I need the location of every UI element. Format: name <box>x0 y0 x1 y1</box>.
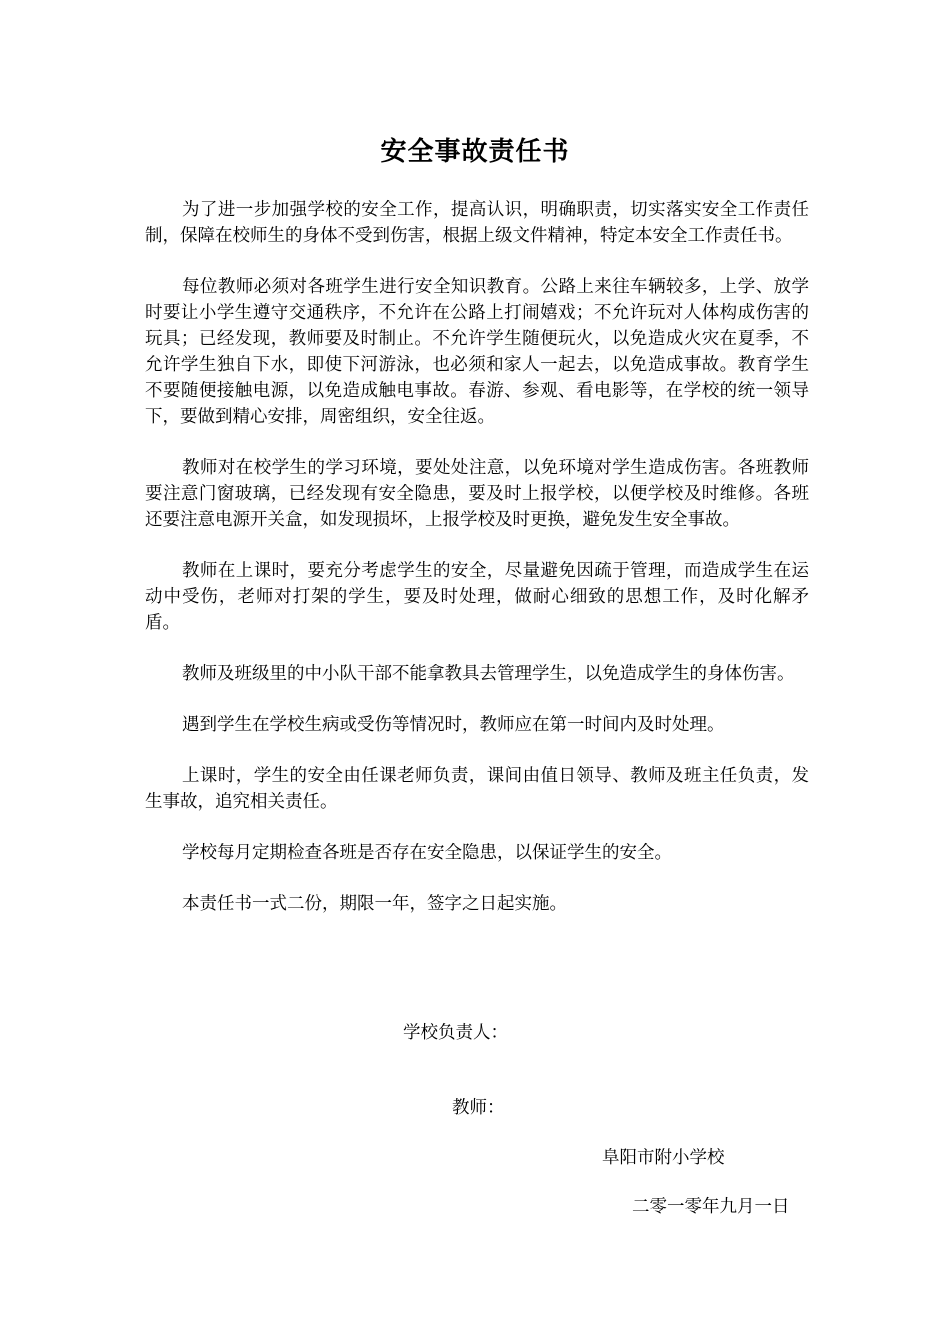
school-head-signature-label: 学校负责人： <box>403 1023 508 1043</box>
document-title: 安全事故责任书 <box>380 137 570 167</box>
paragraph-learning-environment: 教师对在校学生的学习环境，要处处注意，以免环境对学生造成伤害。各班教师要注意门窗玻璃，已经发现有安全隐患，要及时上报学校，以便学校及时维修。各班还要注意电源开关盒，如发现损坏，上报学校及时更换，避免发生安全事故。 <box>145 458 809 530</box>
paragraph-safety-education: 每位教师必须对各班学生进行安全知识教育。公路上来往车辆较多，上学、放学时要让小学生遵守交通秩序，不允许在公路上打闹嬉戏；不允许玩对人体构成伤害的玩具；已经发现，教师要及时制止。不允许学生随便玩火，以免造成火灾在夏季，不允许学生独自下水，即使下河游泳，也必须和家人一起去，以免造成事故。教育学生不要随便接触电源，以免造成触电事故。春游、参观、看电影等，在学校的统一领导下，要做到精心安排，周密组织，安全往返。 <box>145 277 809 427</box>
school-name: 阜阳市附小学校 <box>602 1148 725 1168</box>
paragraph-validity: 本责任书一式二份，期限一年，签字之日起实施。 <box>182 894 567 914</box>
paragraph-intro: 为了进一步加强学校的安全工作，提高认识，明确职责，切实落实安全工作责任制，保障在校师生的身体不受到伤害，根据上级文件精神，特定本安全工作责任书。 <box>145 200 809 246</box>
paragraph-monthly-check: 学校每月定期检查各班是否存在安全隐患，以保证学生的安全。 <box>182 843 672 863</box>
paragraph-responsibility: 上课时，学生的安全由任课老师负责，课间由值日领导、教师及班主任负责，发生事故，追究相关责任。 <box>145 766 809 812</box>
paragraph-team-leaders: 教师及班级里的中小队干部不能拿教具去管理学生，以免造成学生的身体伤害。 <box>182 664 795 684</box>
teacher-signature-label: 教师： <box>452 1098 505 1118</box>
signing-date: 二零一零年九月一日 <box>632 1197 790 1217</box>
paragraph-class-management: 教师在上课时，要充分考虑学生的安全，尽量避免因疏于管理，而造成学生在运动中受伤，老师对打架的学生，要及时处理，做耐心细致的思想工作，及时化解矛盾。 <box>145 561 809 633</box>
paragraph-illness-injury: 遇到学生在学校生病或受伤等情况时，教师应在第一时间内及时处理。 <box>182 715 725 735</box>
document-body <box>145 197 809 942</box>
